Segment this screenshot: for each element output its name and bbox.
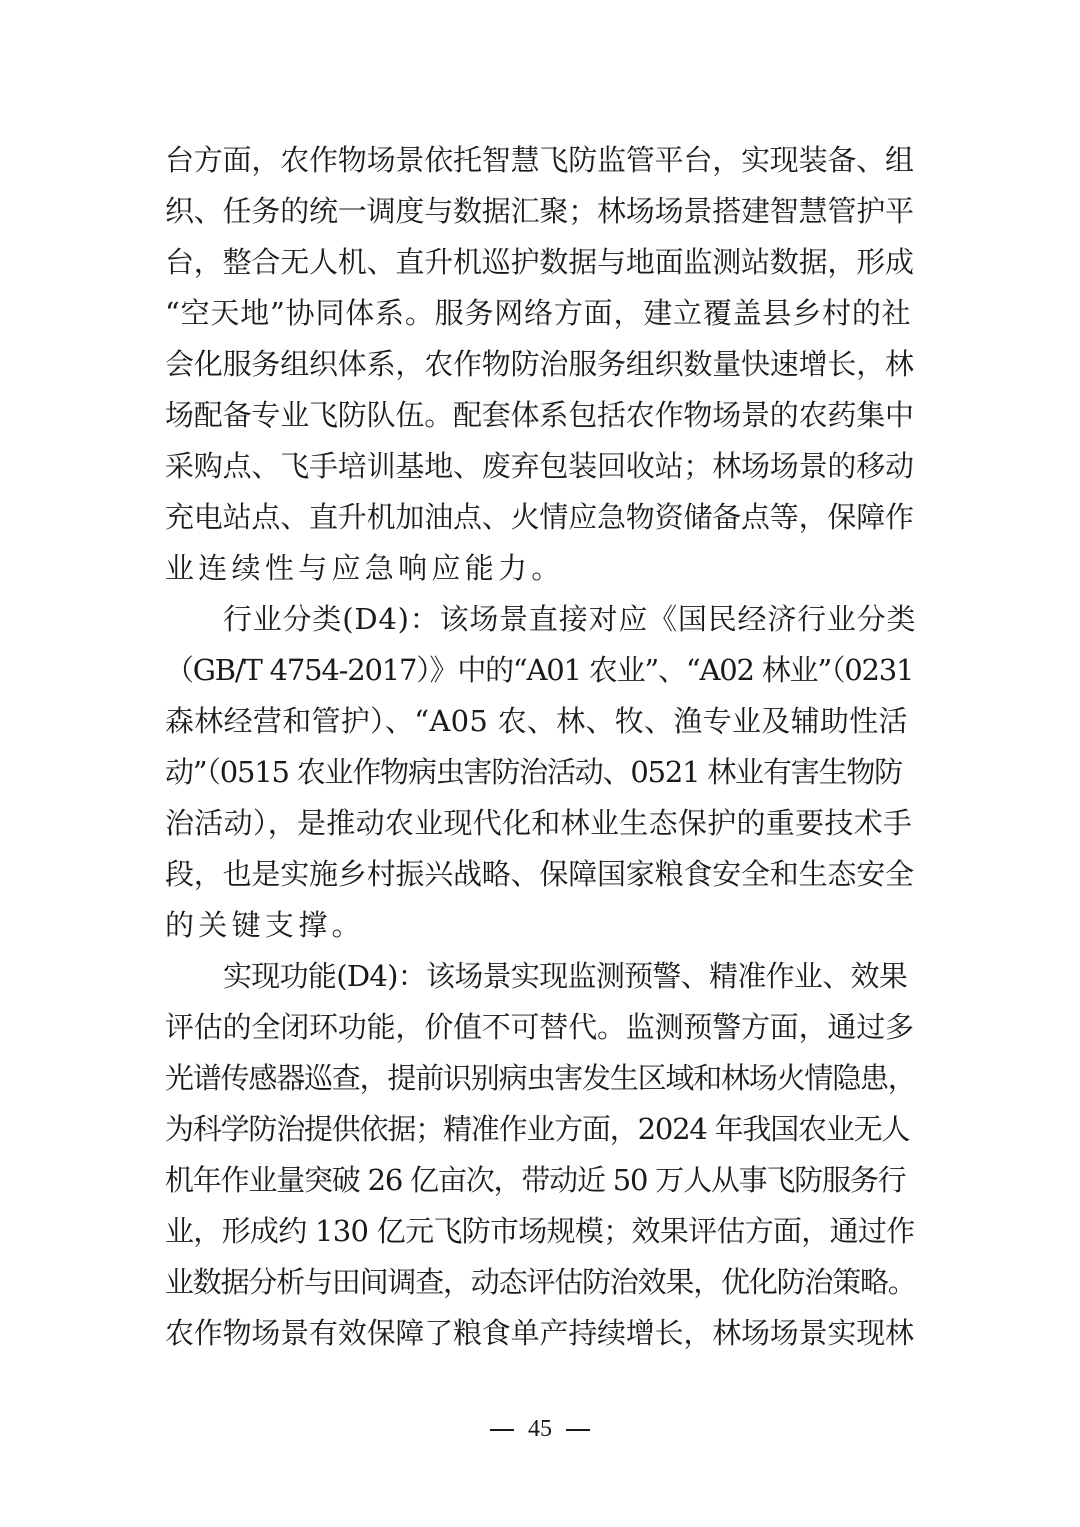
text-line: 业，形成约 130 亿元飞防市场规模；效果评估方面，通过作 (165, 1214, 915, 1248)
paragraph-industry-classification (165, 594, 917, 951)
page-number: 45 (528, 1416, 552, 1442)
text-line: 行业分类(D4)：该场景直接对应《国民经济行业分类 (223, 602, 917, 636)
text-line: “空天地”协同体系。服务网络方面，建立覆盖县乡村的社 (165, 296, 912, 330)
text-line: 机年作业量突破 26 亿亩次，带动近 50 万人从事飞防服务行 (165, 1163, 906, 1197)
text-line: 实现功能(D4)：该场景实现监测预警、精准作业、效果 (223, 959, 908, 993)
text-line: 动”（0515 农业作物病虫害防治活动、0521 林业有害生物防 (165, 755, 902, 789)
text-line: 台，整合无人机、直升机巡护数据与地面监测站数据，形成 (165, 245, 914, 279)
text-line: 光谱传感器巡查，提前识别病虫害发生区域和林场火情隐患， (165, 1061, 916, 1095)
text-line: 业连续性与应急响应能力。 (165, 551, 565, 585)
text-line: 段，也是实施乡村振兴战略、保障国家粮食安全和生态安全 (165, 857, 914, 891)
text-line: 农作物场景有效保障了粮食单产持续增长，林场场景实现林 (165, 1316, 914, 1350)
text-line: （GB/T 4754-2017）》中的“A01 农业”、“A02 林业”（0231 (165, 653, 914, 687)
footer-dash-right (566, 1429, 590, 1431)
text-line: 会化服务组织体系，农作物防治服务组织数量快速增长，林 (165, 347, 914, 381)
text-line: 为科学防治提供依据；精准作业方面，2024 年我国农业无人 (165, 1112, 910, 1146)
text-line: 的关键支撑。 (165, 908, 365, 942)
footer-dash-left (490, 1429, 514, 1431)
text-line: 织、任务的统一调度与数据汇聚；林场场景搭建智慧管护平 (165, 194, 914, 228)
paragraph-continuation (165, 135, 917, 594)
text-line: 充电站点、直升机加油点、火情应急物资储备点等，保障作 (165, 500, 914, 534)
text-line: 采购点、飞手培训基地、废弃包装回收站；林场场景的移动 (165, 449, 914, 483)
text-line: 场配备专业飞防队伍。配套体系包括农作物场景的农药集中 (165, 398, 914, 432)
page-footer (0, 1416, 1080, 1443)
text-line: 业数据分析与田间调查，动态评估防治效果，优化防治策略。 (165, 1265, 916, 1299)
text-line: 治活动），是推动农业现代化和林业生态保护的重要技术手 (165, 806, 913, 840)
text-line: 评估的全闭环功能，价值不可替代。监测预警方面，通过多 (165, 1010, 914, 1044)
paragraph-functions (165, 951, 917, 1359)
text-line: 森林经营和管护）、“A05 农、林、牧、渔专业及辅助性活 (165, 704, 908, 738)
text-line: 台方面，农作物场景依托智慧飞防监管平台，实现装备、组 (165, 143, 914, 177)
